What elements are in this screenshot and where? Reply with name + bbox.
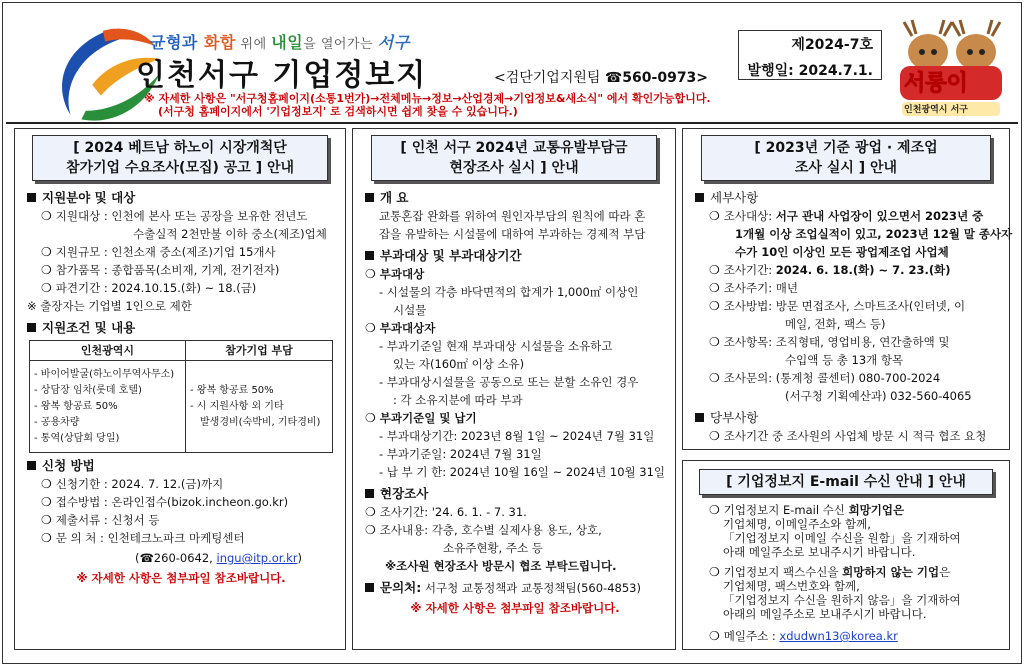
list-item: [365, 503, 665, 521]
contact-line: [27, 549, 335, 567]
section-heading-text: 지원조건 및 내용: [42, 320, 136, 335]
square-bullet-icon: [365, 489, 374, 498]
list-item-text: 조사항목: 조직형태, 영업비용, 연간출하액 및: [723, 335, 950, 349]
section-heading: [695, 409, 999, 427]
list-item-text: 조사문의: (통계청 콜센터) 080-700-2024: [723, 371, 941, 385]
sub-heading: [365, 319, 665, 337]
circle-bullet-icon: ❍: [365, 321, 376, 335]
list-item: 시설물: [393, 303, 427, 317]
column-body: [683, 495, 1009, 643]
list-item: - 시설물의 각층 바닥면적의 합계가 1,000㎡ 이상인: [379, 285, 639, 299]
list-item-text: 참가품목 : 종합품목(소비재, 기계, 전기전자): [55, 263, 280, 277]
list-item-text: 파견기간 : 2024.10.15.(화) ~ 18.(금): [55, 281, 257, 295]
section-heading: [365, 189, 665, 207]
list-item-text: 조사내용: 각층, 호수별 실제사용 용도, 상호,: [379, 523, 602, 537]
circle-bullet-icon: ❍: [41, 281, 52, 295]
vietnam-market-column: [14, 128, 346, 650]
circle-bullet-icon: ❍: [709, 263, 720, 277]
circle-bullet-icon: ❍: [41, 209, 52, 223]
circle-bullet-icon: ❍: [709, 281, 720, 295]
list-item: 아래 메일주소로 보내주시기 바랍니다.: [723, 545, 916, 559]
email-subscription-column: [682, 460, 1010, 650]
circle-bullet-icon: ❍: [41, 245, 52, 259]
section-heading-text: 부과대상 및 부과대상기간: [380, 248, 522, 263]
list-item-text: 은: [939, 565, 951, 579]
list-item: 소유주현황, 주소 등: [443, 541, 543, 555]
list-item: - 납 부 기 한: 2024년 10월 16일 ~ 2024년 10월 31일: [379, 465, 666, 479]
list-item-text: 2024. 6. 18.(화) ~ 7. 23.(화): [775, 263, 951, 277]
list-item-text: 접수방법 : 온라인접수(bizok.incheon.go.kr): [55, 495, 289, 509]
list-item: 있는 자(160㎡ 이상 소유): [393, 357, 525, 371]
circle-bullet-icon: ❍: [709, 371, 720, 385]
section-heading: [365, 247, 665, 265]
list-item: [27, 529, 335, 547]
column-title-line: [ 2023년 기준 광업 · 제조업: [754, 140, 938, 156]
list-item: [695, 503, 999, 517]
list-item-text: 조사대상:: [723, 209, 776, 223]
visit-notice: ※조사원 현장조사 방문시 협조 부탁드립니다.: [385, 559, 617, 573]
slogan-part: 위에: [235, 37, 272, 52]
list-item: 기업체명, 팩스번호와 함께,: [723, 579, 860, 593]
square-bullet-icon: [27, 193, 36, 202]
list-item: [27, 225, 335, 243]
mascot-name: 서롱이: [904, 71, 968, 96]
column-title: [371, 135, 657, 181]
list-item-text: 조사기간: '24. 6. 1. - 7. 31.: [379, 505, 527, 519]
list-item: 수입액 등 총 13개 항목: [785, 353, 904, 367]
column-body: [683, 181, 1013, 445]
list-item: [27, 493, 335, 511]
issue-box: [738, 30, 882, 80]
slogan-part: 화합: [203, 33, 236, 52]
list-item-text: 조사기간 중 조사원의 사업체 방문 시 적극 협조 요청: [723, 429, 987, 443]
section-heading: [695, 189, 999, 207]
sub-heading: [365, 265, 665, 283]
list-item-text: 조사방법: 방문 면접조사, 스마트조사(인터넷, 이: [723, 299, 966, 313]
list-item: [695, 279, 999, 297]
section-heading: [27, 189, 335, 207]
slogan-part: 을 열어가는: [303, 37, 378, 52]
list-item: [27, 511, 335, 529]
column-title-line: 참가기업 수요조사(모집) 공고 ] 안내: [65, 160, 295, 176]
table-cell-line: - 왕복 항공료 50%: [190, 384, 274, 396]
circle-bullet-icon: ❍: [41, 531, 52, 545]
square-bullet-icon: [27, 461, 36, 470]
team-name: <검단기업지원팀: [494, 70, 601, 86]
support-table: [29, 340, 333, 453]
section-heading-text: 당부사항: [710, 410, 759, 425]
circle-bullet-icon: ❍: [709, 565, 720, 579]
section-heading-text: 문의처:: [380, 580, 422, 595]
search-notice: (서구청 홈페이지에서 '기업정보지' 로 검색하시면 쉽게 찾을 수 있습니다.): [158, 105, 518, 118]
list-item: - 부과기준일 현재 부과대상 시설물을 소유하고: [379, 339, 613, 353]
homepage-notice: ※ 자세한 사항은 "서구청홈페이지(소통1번가)→전체메뉴→정보→산업경제→기업정보&새소식" 에서 확인가능합니다.: [144, 92, 711, 105]
list-item: 「기업정보지 수신을 원하지 않음」을 기재하여: [723, 593, 961, 607]
table-header: 참가기업 부담: [186, 341, 333, 361]
list-item: [695, 629, 999, 643]
sub-heading: [365, 409, 665, 427]
list-item: 메일, 전화, 팩스 등): [785, 317, 886, 331]
list-item: [695, 207, 999, 225]
email-link[interactable]: xdudwn13@korea.kr: [779, 629, 898, 643]
list-item: - 부과대상시설물을 공동으로 또는 분할 소유인 경우: [379, 375, 639, 389]
header-divider: [6, 122, 1018, 124]
attachment-notice: ※ 자세한 사항은 첨부파일 참조바랍니다.: [410, 601, 620, 615]
note: ※ 출장자는 기업별 1인으로 제한: [27, 299, 192, 313]
circle-bullet-icon: ❍: [41, 513, 52, 527]
list-item-text: 희망하지 않는 기업: [842, 565, 940, 579]
table-cell: [30, 361, 186, 453]
square-bullet-icon: [365, 193, 374, 202]
column-title-line: 현장조사 실시 ] 안내: [449, 160, 579, 176]
issue-date: 발행일: 2024.7.1.: [747, 63, 873, 79]
list-item-text: 신청기한 : 2024. 7. 12.(금)까지: [55, 477, 224, 491]
circle-bullet-icon: ❍: [709, 629, 720, 643]
circle-bullet-icon: ❍: [365, 505, 376, 519]
list-item: [695, 565, 999, 579]
traffic-charge-column: [352, 128, 676, 650]
contact-close: ): [297, 551, 302, 565]
section-heading-text: 신청 방법: [42, 458, 95, 473]
column-title: [32, 135, 328, 181]
mascot-subtitle: 인천광역시 서구: [904, 105, 968, 115]
list-item-text: 지원규모 : 인천소재 중소(제조)기업 15개사: [55, 245, 276, 259]
list-item-text: 조사주기: 매년: [723, 281, 798, 295]
circle-bullet-icon: ❍: [41, 263, 52, 277]
table-cell-line: - 공용차량: [34, 416, 80, 428]
page-title: 인천서구 기업정보지: [136, 58, 428, 93]
sub-heading-text: 부과기준일 및 납기: [379, 411, 477, 425]
table-cell-line: - 시 지원사항 외 기타: [190, 400, 284, 412]
column-body: [15, 181, 345, 587]
section-heading-text: 지원분야 및 대상: [42, 190, 136, 205]
team-phone: ☎560-0973>: [604, 70, 709, 86]
square-bullet-icon: [365, 583, 374, 592]
slogan-part: 내일: [271, 33, 304, 52]
list-item: [695, 297, 999, 315]
mining-survey-column: [682, 128, 1013, 450]
issue-number: 제2024-7호: [791, 37, 873, 53]
circle-bullet-icon: ❍: [709, 503, 720, 517]
section-heading-text: 세부사항: [710, 190, 759, 205]
list-item-text: 조사기간:: [723, 263, 776, 277]
table-header: 인천광역시: [30, 341, 186, 361]
circle-bullet-icon: ❍: [365, 523, 376, 537]
section-heading: [27, 319, 335, 337]
table-cell-line: - 상담장 임차(롯데 호텔): [34, 384, 142, 396]
slogan-part: 서구: [377, 33, 410, 52]
circle-bullet-icon: ❍: [365, 411, 376, 425]
circle-bullet-icon: ❍: [709, 335, 720, 349]
list-item: 「기업정보지 이메일 수신을 원함」을 기재하여: [723, 531, 961, 545]
section-heading: [365, 579, 665, 597]
list-item: 기업체명, 이메일주소와 함께,: [723, 517, 871, 531]
list-item-text: 희망기업은: [848, 503, 905, 517]
list-item: [695, 333, 999, 351]
square-bullet-icon: [27, 323, 36, 332]
table-cell-line: - 통역(상담회 당일): [34, 432, 120, 444]
sub-heading-text: 부과대상자: [379, 321, 436, 335]
section-heading: [27, 457, 335, 475]
list-item-text: 기업정보지 E-mail 수신: [723, 503, 849, 517]
table-cell-line: - 바이어발굴(하노이무역사무소): [34, 368, 175, 380]
section-heading-text: 개 요: [380, 190, 409, 205]
column-title: [ 기업정보지 E-mail 수신 안내 ] 안내: [699, 469, 993, 495]
paragraph-line: 잡을 유발하는 시설물에 대하여 부과하는 경제적 부담: [379, 227, 646, 241]
list-item: [695, 261, 999, 279]
list-item: 1개월 이상 조업실적이 있고, 2023년 12월 말 종사자: [735, 227, 1013, 241]
list-item: : 각 소유지분에 따라 부과: [393, 393, 523, 407]
column-title-line: 조사 실시 ] 안내: [794, 160, 898, 176]
column-title: [701, 135, 991, 181]
table-cell-line: 발생경비(숙박비, 기타경비): [200, 416, 321, 428]
team-contact: [494, 67, 708, 87]
circle-bullet-icon: ❍: [709, 299, 720, 313]
circle-bullet-icon: ❍: [709, 429, 720, 443]
circle-bullet-icon: ❍: [709, 209, 720, 223]
list-item: [695, 369, 999, 387]
list-item: [27, 261, 335, 279]
contact-phone: (☎260-0642,: [135, 551, 217, 565]
list-item: [695, 427, 999, 445]
list-item: - 부과기준일: 2024년 7월 31일: [379, 447, 542, 461]
column-title-line: [ 2024 베트남 하노이 시장개척단: [73, 140, 287, 156]
list-item-text: 메일주소 :: [723, 629, 780, 643]
circle-bullet-icon: ❍: [365, 267, 376, 281]
contact-email-link[interactable]: ingu@itp.or.kr: [216, 551, 298, 565]
list-item-text: 수출실적 2천만불 이하 중소(제조)업체: [133, 227, 327, 241]
list-item: [27, 279, 335, 297]
list-item-text: 기업정보지 팩스수신을: [723, 565, 843, 579]
list-item: - 부과대상기간: 2023년 8월 1일 ~ 2024년 7월 31일: [379, 429, 655, 443]
column-title-line: [ 인천 서구 2024년 교통유발부담금: [400, 140, 628, 156]
list-item: [365, 521, 665, 539]
list-item-text: 문 의 처 : 인천테크노파크 마케팅센터: [55, 531, 245, 545]
circle-bullet-icon: ❍: [41, 495, 52, 509]
slogan-part: 균형과: [150, 33, 204, 52]
list-item-text: 지원대상 : 인천에 본사 또는 공장을 보유한 전년도: [55, 209, 308, 223]
square-bullet-icon: [365, 251, 374, 260]
sub-heading-text: 부과대상: [379, 267, 425, 281]
square-bullet-icon: [695, 413, 704, 422]
paragraph-line: 교통혼잡 완화를 위하여 원인자부담의 원칙에 따라 혼: [379, 209, 646, 223]
square-bullet-icon: [695, 193, 704, 202]
list-item: [27, 243, 335, 261]
list-item: (서구청 기획예산과) 032-560-4065: [785, 389, 972, 403]
contact-text: 서구청 교통정책과 교통정책팀(560-4853): [421, 581, 641, 595]
section-heading-text: 현장조사: [380, 486, 429, 501]
list-item: [27, 475, 335, 493]
list-item-text: 서구 관내 사업장이 있으면서 2023년 중: [775, 209, 984, 223]
circle-bullet-icon: ❍: [41, 477, 52, 491]
list-item: 수가 10인 이상인 모든 광업제조업 사업체: [735, 245, 949, 259]
table-cell: [186, 361, 333, 453]
list-item: 아래의 메일주소로 보내주시기 바랍니다.: [723, 607, 927, 621]
attachment-notice: ※ 자세한 사항은 첨부파일 참조바랍니다.: [76, 571, 286, 585]
list-item: [27, 207, 335, 225]
table-cell-line: - 왕복 항공료 50%: [34, 400, 118, 412]
column-body: [353, 181, 675, 617]
list-item-text: 제출서류 : 신청서 등: [55, 513, 160, 527]
section-heading: [365, 485, 665, 503]
